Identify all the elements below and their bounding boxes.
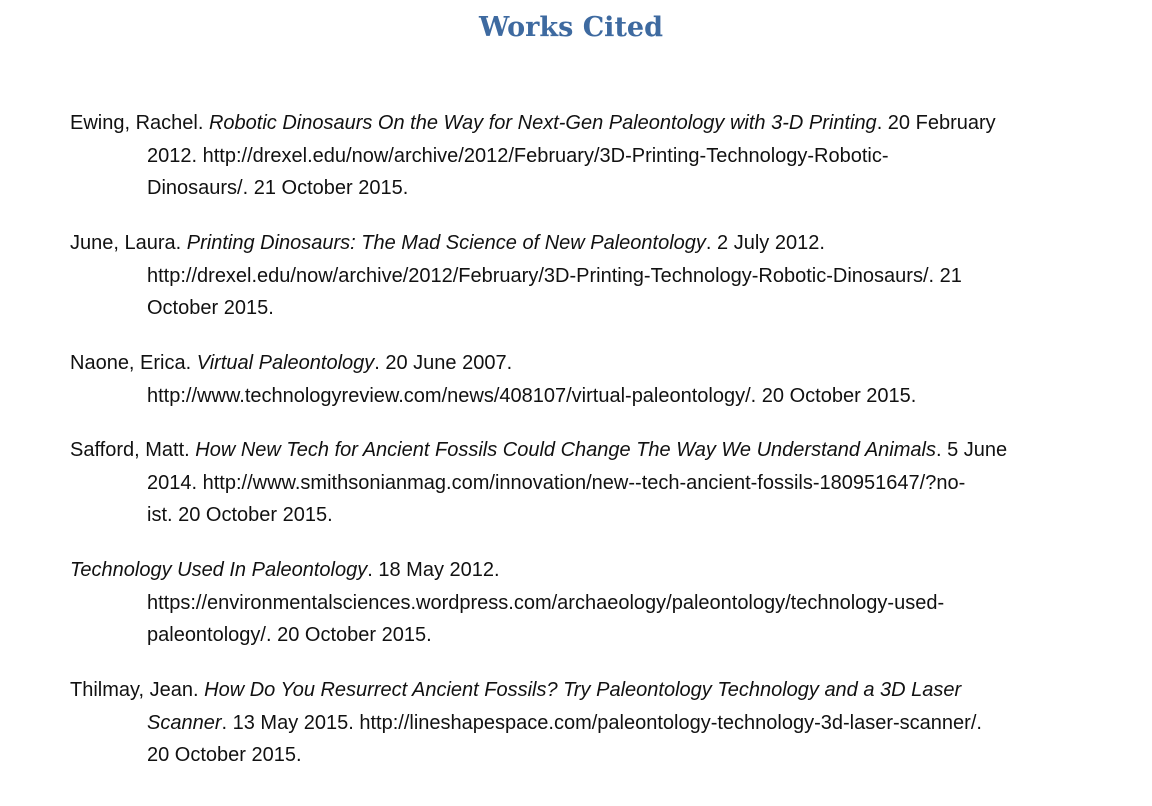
- citation-text: http://www.technologyreview.com/news/408107/virtual-paleontology/. 20 October 2015.: [147, 384, 917, 407]
- citation-text: . 2 July 2012.: [705, 232, 825, 254]
- citation-line: [147, 739, 302, 772]
- citation-text: ist. 20 October 2015.: [147, 504, 333, 527]
- work-title: How New Tech for Ancient Fossils Could Change The Way We Understand Animals: [195, 439, 936, 461]
- citation-entry-thilmay: [70, 674, 1090, 772]
- citation-list: [70, 107, 1090, 794]
- citation-entry-june: [70, 227, 1090, 325]
- citation-entry-naone: [70, 347, 1090, 412]
- citation-line: [70, 554, 500, 587]
- citation-text: . 5 June: [935, 439, 1008, 461]
- work-title: Printing Dinosaurs: The Mad Science of New Paleontology: [186, 232, 706, 254]
- citation-line: [70, 434, 1007, 467]
- work-title: Virtual Paleontology: [196, 352, 375, 374]
- citation-line: [147, 587, 944, 620]
- page-title: Works Cited: [479, 12, 663, 43]
- citation-text: . 20 June 2007.: [374, 352, 513, 374]
- citation-text: https://environmentalsciences.wordpress.com/archaeology/paleontology/technology-used-: [147, 591, 945, 614]
- citation-line: [147, 619, 432, 652]
- citation-entry-technology-used: [70, 554, 1090, 652]
- citation-line: [147, 499, 333, 532]
- citation-entry-safford: [70, 434, 1090, 532]
- author: June, Laura.: [70, 232, 187, 254]
- citation-text: . 13 May 2015. http://lineshapespace.com/paleontology-technology-3d-laser-scanner/.: [221, 711, 982, 734]
- work-title: Robotic Dinosaurs On the Way for Next-Gen Paleontology with 3-D Printing: [208, 112, 877, 134]
- citation-text: 2014. http://www.smithsonianmag.com/innovation/new--tech-ancient-fossils-180951647/?no-: [147, 471, 966, 494]
- author: Ewing, Rachel.: [70, 112, 209, 134]
- citation-line: [147, 140, 889, 173]
- citation-line: [147, 380, 916, 413]
- work-title: How Do You Resurrect Ancient Fossils? Try Paleontology Technology and a 3D Laser: [204, 679, 962, 701]
- citation-line: [147, 467, 965, 500]
- citation-text: . 18 May 2012.: [367, 559, 500, 581]
- citation-text: 2012. http://drexel.edu/now/archive/2012/February/3D-Printing-Technology-Robotic-: [147, 144, 889, 167]
- work-title-end: Scanner: [147, 711, 222, 734]
- citation-line: [147, 172, 408, 205]
- author: Safford, Matt.: [70, 439, 196, 461]
- citation-line: [70, 227, 825, 260]
- citation-text: October 2015.: [147, 297, 274, 320]
- citation-text: paleontology/. 20 October 2015.: [147, 624, 432, 647]
- work-title: Technology Used In Paleontology: [70, 559, 368, 581]
- citation-line: [147, 260, 962, 293]
- citation-line: [70, 107, 996, 140]
- author: Naone, Erica.: [70, 352, 197, 374]
- citation-line: [70, 347, 512, 380]
- citation-text: 20 October 2015.: [147, 744, 302, 767]
- citation-text: Dinosaurs/. 21 October 2015.: [147, 177, 409, 200]
- citation-text: http://drexel.edu/now/archive/2012/February/3D-Printing-Technology-Robotic-Dinosaurs/. 21: [147, 264, 962, 287]
- citation-line: [70, 674, 961, 707]
- citation-text: . 20 February: [876, 112, 996, 134]
- citation-line: [147, 707, 982, 740]
- author: Thilmay, Jean.: [70, 679, 205, 701]
- citation-line: [147, 292, 274, 325]
- citation-entry-ewing: [70, 107, 1090, 205]
